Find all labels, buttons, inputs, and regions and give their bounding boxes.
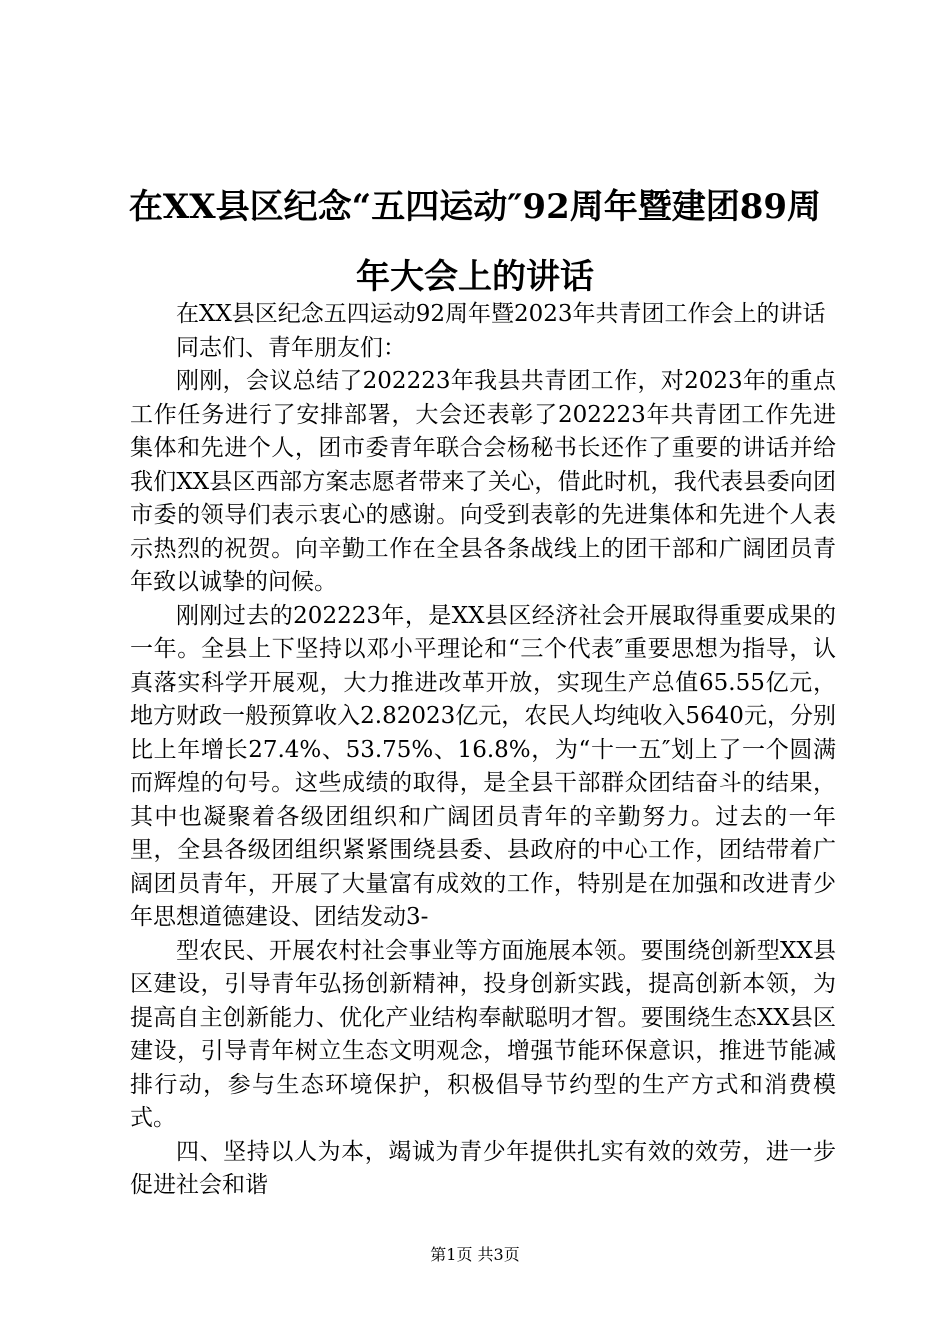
salutation-paragraph: 同志们、青年朋友们： <box>176 334 406 361</box>
document-body <box>130 298 836 1203</box>
body-paragraph: 型农民、开展农村社会事业等方面施展本领。要围绕创新型XX县区建设，引导青年弘扬创新精神，投身创新实践，提高创新本领，为提高自主创新能力、优化产业结构奉献聪明才智。要围绕生态XX县区建设，引导青年树立生态文明观念，增强节能环保意识，推进节能减排行动，参与生态环境保护，积极倡导节约型的生产方式和消费模式。 <box>130 937 836 1131</box>
body-paragraph: 刚刚过去的202223年，是XX县区经济社会开展取得重要成果的一年。全县上下坚持以邓小平理论和“三个代表″重要思想为指导，认真落实科学开展观，大力推进改革开放，实现生产总值65.55亿元，地方财政一般预算收入2.82023亿元，农民人均纯收入5640元，分别比上年增长27.4%、53.75%、16.8%，为“十一五″划上了一个圆满而辉煌的句号。这些成绩的取得，是全县干部群众团结奋斗的结果，其中也凝聚着各级团组织和广阔团员青年的辛勤努力。过去的一年里，全县各级团组织紧紧围绕县委、县政府的中心工作，团结带着广阔团员青年，开展了大量富有成效的工作，特别是在加强和改进青少年思想道德建设、团结发动3- <box>130 602 836 930</box>
document-title: 在XX县区纪念“五四运动″92周年暨建团89周年大会上的讲话 <box>128 187 822 297</box>
body-paragraph: 刚刚，会议总结了202223年我县共青团工作，对2023年的重点工作任务进行了安排部署，大会还表彰了202223年共青团工作先进集体和先进个人，团市委青年联合会杨秘书长还作了重要的讲话并给我们XX县区西部方案志愿者带来了关心，借此时机，我代表县委向团市委的领导们表示衷心的感谢。向受到表彰的先进集体和先进个人表示热烈的祝贺。向辛勤工作在全县各条战线上的团干部和广阔团员青年致以诚挚的问候。 <box>130 368 836 595</box>
subtitle-paragraph: 在XX县区纪念五四运动92周年暨2023年共青团工作会上的讲话 <box>176 301 826 327</box>
page-indicator: 第1页 共3页 <box>430 1245 520 1264</box>
page-footer <box>0 1245 950 1265</box>
section-heading-paragraph: 四、坚持以人为本，竭诚为青少年提供扎实有效的效劳，进一步促进社会和谐 <box>130 1138 836 1198</box>
